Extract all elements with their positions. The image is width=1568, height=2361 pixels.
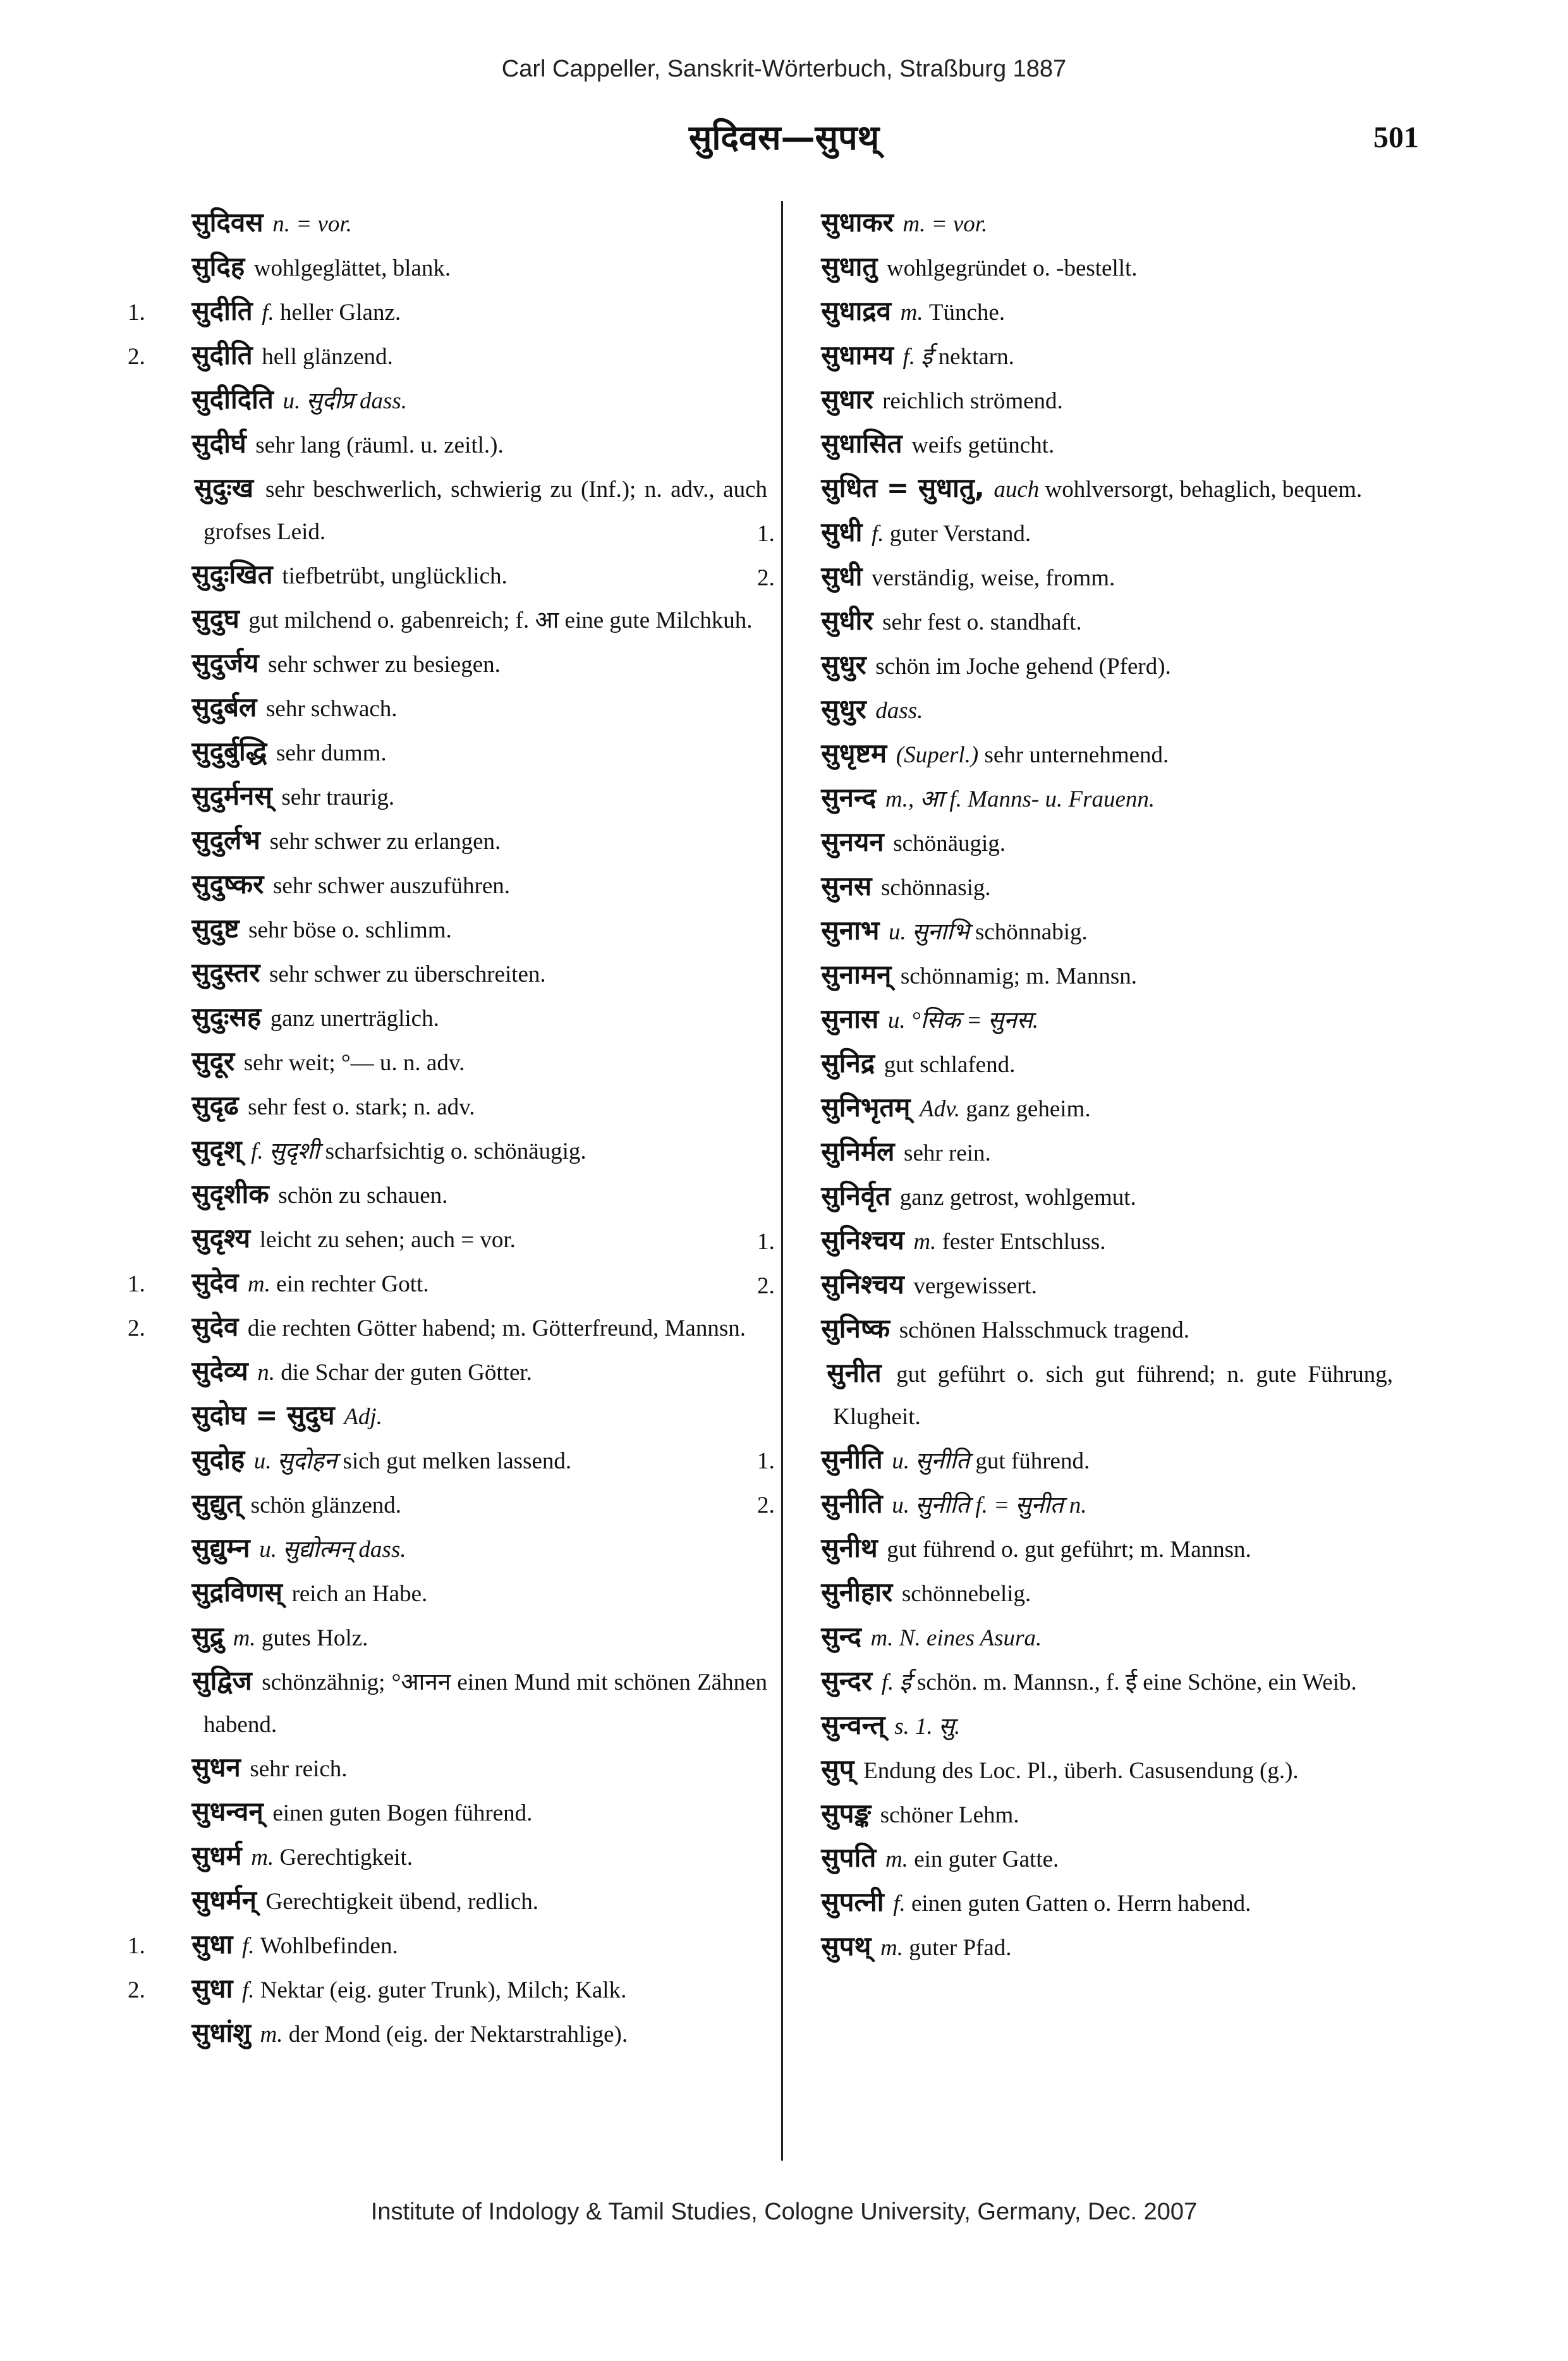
entry-number: 1.: [128, 1933, 145, 1959]
dictionary-entry: [795, 245, 1393, 290]
grammar-note: m., आ f. Manns- u. Frauenn.: [885, 786, 1155, 812]
headword: सुदुर्बल: [191, 692, 267, 723]
headword: सुधासित: [821, 428, 912, 459]
headword: सुधी: [821, 561, 872, 592]
headword: सुधाद्रव: [821, 295, 901, 326]
entry-number: 1.: [128, 1271, 145, 1297]
gloss: reich an Habe.: [291, 1581, 428, 1607]
headword: सुप्: [821, 1754, 864, 1784]
gloss: einen guten Bogen führend.: [272, 1800, 533, 1826]
gloss: ein rechter Gott.: [276, 1271, 429, 1297]
headword: सुनिद्र: [821, 1047, 884, 1078]
dictionary-entry: [166, 1834, 767, 1879]
gloss: schönäugig.: [893, 831, 1006, 857]
gloss: sehr schwer zu überschreiten.: [269, 961, 546, 987]
gloss: sehr reich.: [250, 1756, 348, 1782]
headword: सुन्द: [821, 1621, 871, 1652]
headword: सुदेव: [191, 1267, 248, 1298]
headword: सुनस: [821, 870, 881, 901]
gloss: sehr rein.: [904, 1140, 991, 1166]
dictionary-entry: [795, 1836, 1393, 1881]
headword: सुनयन: [821, 826, 894, 857]
headword: सुधर्मन्: [191, 1884, 266, 1915]
headword: सुद्युत्: [191, 1488, 251, 1519]
gloss: scharfsichtig o. schönäugig.: [325, 1138, 586, 1164]
dictionary-entry: [166, 1350, 767, 1394]
gloss: verständig, weise, fromm.: [871, 565, 1115, 591]
gloss: sehr weit; °— u. n. adv.: [243, 1050, 465, 1076]
left-column: [128, 201, 768, 2176]
headword: सुधीर: [821, 605, 883, 636]
entry-number: 2.: [128, 1315, 145, 1341]
gloss: heller Glanz.: [280, 300, 401, 326]
dictionary-entry: [166, 1746, 767, 1790]
gloss: sehr schwach.: [266, 696, 398, 722]
grammar-note: f. ई: [903, 344, 939, 370]
headword: सुनीथ: [821, 1532, 887, 1563]
dictionary-entry: [166, 378, 767, 422]
page-number: 501: [1373, 121, 1419, 154]
grammar-note: u. सुद्योत्मन् dass.: [259, 1537, 406, 1563]
dictionary-entry: [795, 997, 1393, 1042]
grammar-note: n. = vor.: [272, 211, 352, 237]
headword: सुदुःख: [194, 472, 265, 503]
headword: सुदुःखित: [191, 559, 283, 590]
gloss: ganz unerträglich.: [270, 1006, 439, 1032]
gloss: tiefbetrübt, unglücklich.: [282, 563, 507, 589]
dictionary-entry: [166, 467, 767, 553]
headword: सुदुर्जय: [191, 647, 269, 678]
grammar-note: m.: [251, 1845, 280, 1870]
headword: सुपत्नी: [821, 1886, 894, 1917]
headword: सुधा: [191, 1973, 242, 2004]
grammar-note: n.: [257, 1360, 281, 1386]
gloss: schön glänzend.: [250, 1492, 402, 1518]
gloss: sehr dumm.: [276, 740, 387, 766]
column-divider: [781, 201, 783, 2161]
headword: सुनिभृतम्: [821, 1092, 920, 1123]
dictionary-entry: [128, 1923, 767, 1967]
dictionary-entry: [166, 1527, 767, 1571]
dictionary-entry: [795, 776, 1393, 821]
grammar-note: m.: [260, 2022, 289, 2047]
dictionary-entry: [166, 863, 767, 907]
dictionary-entry: [166, 1394, 767, 1438]
gloss: vergewissert.: [913, 1273, 1037, 1299]
gloss: reichlich strömend.: [882, 388, 1063, 414]
dictionary-entry: [166, 642, 767, 686]
dictionary-entry: [795, 909, 1393, 953]
gloss: gut führend.: [975, 1448, 1090, 1474]
dictionary-entry: [795, 1704, 1393, 1748]
headword: सुनिश्चय: [821, 1269, 914, 1300]
grammar-note: u. सुनीति f. = सुनीत n.: [892, 1492, 1087, 1518]
headword: सुधन: [191, 1752, 250, 1783]
dictionary-entry: [166, 201, 767, 245]
gloss: Tünche.: [928, 300, 1006, 326]
gloss: schön im Joche gehend (Pferd).: [875, 654, 1171, 680]
gloss: gut milchend o. gabenreich; f. आ eine gute Milchkuh.: [248, 607, 753, 633]
headword: सुनीत: [827, 1357, 897, 1388]
dictionary-entry: [795, 1086, 1393, 1130]
gloss: wohlgeglättet, blank.: [253, 255, 451, 281]
gloss: schönnasig.: [880, 875, 991, 901]
dictionary-entry: [795, 378, 1393, 422]
headword: सुदीति: [191, 339, 262, 370]
dictionary-entry: [166, 774, 767, 819]
gloss: schöner Lehm.: [880, 1802, 1019, 1828]
gloss: wohlgegründet o. -bestellt.: [886, 255, 1138, 281]
dictionary-entry: [795, 201, 1393, 245]
headword: सुदुर्लभ: [191, 824, 270, 855]
gloss: gut geführt o. sich gut führend; n. gute Führung, Klugheit.: [833, 1362, 1394, 1430]
gloss: schönzähnig; °आनन einen Mund mit schönen Zähnen habend.: [204, 1669, 767, 1738]
dictionary-entry: [757, 1482, 1393, 1527]
grammar-note: m.: [880, 1935, 909, 1961]
dictionary-entry: [795, 467, 1393, 511]
headword: सुनीहार: [821, 1577, 902, 1608]
gloss: Endung des Loc. Pl., überh. Casusendung (g.).: [863, 1758, 1299, 1784]
gloss: hell glänzend.: [262, 344, 393, 370]
dictionary-entry: [166, 1879, 767, 1923]
headword: सुधन्वन्: [191, 1796, 273, 1827]
grammar-note: (Superl.): [896, 742, 985, 768]
gloss: sehr böse o. schlimm.: [248, 917, 452, 943]
gloss: sehr schwer zu besiegen.: [268, 652, 501, 678]
dictionary-entry: [128, 1305, 767, 1350]
dictionary-entry: [166, 1790, 767, 1834]
headword: सुदृश्य: [191, 1223, 260, 1254]
grammar-note: u. सुनीति: [892, 1448, 976, 1474]
gloss: sehr lang (räuml. u. zeitl.).: [255, 432, 504, 458]
headword: सुद्रविणस्: [191, 1577, 292, 1608]
grammar-note: Adv.: [920, 1096, 966, 1122]
headword: सुदीति: [191, 295, 262, 326]
entry-number: 2.: [128, 1977, 145, 2003]
gloss: sehr fest o. stark; n. adv.: [248, 1094, 475, 1120]
right-column: [757, 201, 1394, 2176]
dictionary-entry: [795, 1351, 1393, 1438]
gloss: wohlversorgt, behaglich, bequem.: [1045, 477, 1363, 503]
headword: सुपति: [821, 1842, 885, 1873]
gloss: sehr traurig.: [281, 784, 395, 810]
dictionary-entry: [166, 1438, 767, 1482]
dictionary-entry: [795, 1615, 1393, 1659]
dictionary-entry: [795, 422, 1393, 467]
grammar-note: f. सुदृशी: [251, 1138, 325, 1164]
headword: सुनिश्चय: [821, 1224, 914, 1255]
headword: सुदोघ = सुदुघ: [191, 1400, 344, 1431]
gloss: schönnebelig.: [901, 1581, 1031, 1607]
dictionary-entry: [795, 1881, 1393, 1925]
grammar-note: f. ई: [881, 1669, 917, 1695]
headword: सुदुघ: [191, 603, 249, 634]
headword: सुदृश्: [191, 1134, 252, 1165]
headword: सुदुस्तर: [191, 957, 270, 988]
gloss: ganz geheim.: [966, 1096, 1091, 1122]
dictionary-entry: [166, 1571, 767, 1615]
headword: सुदीर्घ: [191, 428, 256, 459]
dictionary-entry: [166, 1084, 767, 1128]
grammar-note: f.: [893, 1891, 911, 1917]
dictionary-entry: [795, 1174, 1393, 1219]
dictionary-entry: [166, 996, 767, 1040]
dictionary-entry: [128, 1967, 767, 2011]
grammar-note: m.: [885, 1846, 915, 1872]
dictionary-entry: [757, 555, 1393, 599]
grammar-note: m.: [900, 300, 929, 326]
dictionary-entry: [166, 1173, 767, 1217]
dictionary-entry: [166, 730, 767, 774]
gloss: ein guter Gatte.: [914, 1846, 1059, 1872]
grammar-note: u. सुदीप्र dass.: [283, 388, 408, 414]
grammar-note: f.: [241, 1977, 260, 2003]
grammar-note: f.: [262, 300, 281, 326]
grammar-note: m.: [913, 1229, 942, 1255]
dictionary-entry: [166, 1040, 767, 1084]
dictionary-entry: [166, 1217, 767, 1261]
headword: सुदुःसह: [191, 1001, 270, 1032]
gloss: sehr schwer zu erlangen.: [269, 829, 501, 855]
headword: सुधर्म: [191, 1840, 252, 1871]
grammar-note: f.: [871, 521, 890, 547]
headword: सुदृढ: [191, 1090, 248, 1121]
dictionary-entry: [795, 334, 1393, 378]
headword: सुदुर्मनस्: [191, 780, 282, 811]
headword: सुधुर: [821, 649, 876, 680]
dictionary-entry: [166, 951, 767, 996]
headword: सुनन्द: [821, 782, 885, 813]
headword: सुनिष्क: [821, 1313, 899, 1344]
dictionary-entry: [795, 1659, 1393, 1704]
headword: सुधी: [821, 516, 872, 547]
dictionary-entry: [757, 1263, 1393, 1307]
headword: सुधामय: [821, 339, 903, 370]
headword: सुपङ्क: [821, 1798, 880, 1829]
dictionary-entry: [795, 1130, 1393, 1174]
headword: सुदृशीक: [191, 1178, 279, 1209]
headword: सुन्दर: [821, 1665, 882, 1696]
dictionary-entry: [795, 1042, 1393, 1086]
headword: सुनिर्मल: [821, 1136, 904, 1167]
dictionary-entry: [795, 599, 1393, 644]
grammar-note: u. सुदोहन: [253, 1448, 343, 1474]
footer: Institute of Indology & Tamil Studies, Cologne University, Germany, Dec. 2007: [370, 2199, 1198, 2225]
dictionary-entry: [128, 290, 767, 334]
headword: सुद्विज: [192, 1665, 262, 1696]
grammar-note: dass.: [875, 698, 923, 724]
gloss: guter Pfad.: [909, 1935, 1012, 1961]
headword: सुनास: [821, 1003, 888, 1034]
dictionary-entry: [166, 907, 767, 951]
dictionary-entry: [795, 644, 1393, 688]
gloss: Gerechtigkeit übend, redlich.: [265, 1889, 539, 1915]
gloss: schön. m. Mannsn., f. ई eine Schöne, ein Weib.: [916, 1669, 1357, 1695]
headword: सुधुर: [821, 693, 876, 724]
headword: सुनीति: [821, 1444, 892, 1475]
dictionary-entry: [795, 732, 1393, 776]
dictionary-entry: [795, 953, 1393, 997]
dictionary-entry: [166, 597, 767, 642]
grammar-note: auch: [994, 477, 1045, 503]
dictionary-entry: [166, 1128, 767, 1173]
gloss: sehr schwer auszuführen.: [273, 873, 510, 899]
gloss: Gerechtigkeit.: [279, 1845, 413, 1870]
headword: सुदूर: [191, 1046, 244, 1077]
gloss: sich gut melken lassend.: [343, 1448, 572, 1474]
dictionary-entry: [795, 1571, 1393, 1615]
running-head: सुदिवस—सुपथ्: [688, 118, 880, 157]
gloss: fester Entschluss.: [942, 1229, 1106, 1255]
headword: सुनीति: [821, 1488, 892, 1519]
headword: सुन्वन्त्: [821, 1709, 895, 1740]
grammar-note: m. N. eines Asura.: [870, 1625, 1042, 1651]
gloss: sehr fest o. standhaft.: [882, 609, 1082, 635]
grammar-note: u. °सिक = सुनस.: [887, 1008, 1038, 1034]
entry-number: 2.: [128, 344, 145, 370]
dictionary-entry: [757, 1438, 1393, 1482]
headword: सुद्युम्न: [191, 1532, 260, 1563]
gloss: die rechten Götter habend; m. Götterfreund, Mannsn.: [247, 1315, 746, 1341]
dictionary-entry: [795, 865, 1393, 909]
entry-number: 1.: [757, 1229, 775, 1255]
gloss: weifs getüncht.: [911, 432, 1055, 458]
gloss: leicht zu sehen; auch = vor.: [259, 1227, 516, 1253]
dictionary-entry: [795, 688, 1393, 732]
gloss: schönen Halsschmuck tragend.: [899, 1317, 1189, 1343]
gloss: sehr unternehmend.: [984, 742, 1169, 768]
dictionary-entry: [166, 2011, 767, 2056]
grammar-note: u. सुनाभि: [888, 919, 975, 945]
headword: सुद्रु: [191, 1621, 233, 1652]
gloss: Wohlbefinden.: [260, 1933, 398, 1959]
dictionary-entry: [166, 819, 767, 863]
entry-number: 1.: [757, 521, 775, 547]
entry-number: 1.: [128, 300, 145, 326]
grammar-note: Adj.: [344, 1404, 382, 1430]
headword: सुधृष्टम: [821, 738, 896, 769]
dictionary-entry: [128, 1261, 767, 1305]
headword: सुनामन्: [821, 959, 901, 990]
dictionary-entry: [795, 821, 1393, 865]
gloss: gut schlafend.: [884, 1052, 1016, 1078]
dictionary-entry: [128, 334, 767, 378]
gloss: nektarn.: [938, 344, 1014, 370]
headword: सुदेव्य: [191, 1355, 258, 1386]
headword: सुधातु: [821, 251, 887, 282]
dictionary-entry: [795, 290, 1393, 334]
dictionary-entry: [166, 686, 767, 730]
headword: सुदोह: [191, 1444, 254, 1475]
dictionary-entry: [166, 1482, 767, 1527]
grammar-note: m.: [247, 1271, 277, 1297]
gloss: ganz getrost, wohlgemut.: [899, 1185, 1136, 1211]
gloss: schönnabig.: [975, 919, 1088, 945]
headword: सुदीदिति: [191, 384, 283, 415]
gloss: guter Verstand.: [889, 521, 1031, 547]
headword: सुनाभ: [821, 915, 889, 946]
headword: सुदेव: [191, 1311, 248, 1342]
grammar-note: m.: [233, 1625, 262, 1651]
gloss: der Mond (eig. der Nektarstrahlige).: [288, 2022, 628, 2047]
entry-number: 2.: [757, 1492, 775, 1518]
entry-number: 2.: [757, 1273, 775, 1299]
gloss: einen guten Gatten o. Herrn habend.: [911, 1891, 1251, 1917]
headword: सुधित = सुधातु,: [821, 472, 994, 503]
dictionary-entry: [166, 1615, 767, 1659]
gloss: gut führend o. gut geführt; m. Mannsn.: [887, 1537, 1251, 1563]
gloss: schön zu schauen.: [278, 1183, 448, 1209]
grammar-note: f.: [241, 1933, 260, 1959]
dictionary-entry: [166, 245, 767, 290]
dictionary-entry: [757, 1219, 1393, 1263]
headword: सुदुर्बुद्धि: [191, 736, 276, 767]
headword: सुदिवस: [191, 207, 273, 238]
headword: सुधाकर: [821, 207, 903, 238]
dictionary-entry: [795, 1748, 1393, 1792]
headword: सुपथ्: [821, 1931, 880, 1961]
dictionary-entry: [795, 1792, 1393, 1836]
grammar-note: s. 1. सु.: [894, 1714, 961, 1740]
headword: सुदुष्ट: [191, 913, 249, 944]
dictionary-entry: [166, 553, 767, 597]
dictionary-entry: [757, 511, 1393, 555]
dictionary-entry: [795, 1307, 1393, 1351]
dictionary-entry: [795, 1527, 1393, 1571]
headword: सुदुष्कर: [191, 869, 273, 900]
entry-number: 2.: [757, 565, 775, 591]
grammar-note: m. = vor.: [903, 211, 988, 237]
gloss: die Schar der guten Götter.: [281, 1360, 532, 1386]
gloss: sehr beschwerlich, schwierig zu (Inf.); n. adv., auch grofses Leid.: [204, 477, 768, 545]
headword: सुधा: [191, 1929, 242, 1960]
headword: सुनिर्वृत: [821, 1180, 900, 1211]
dictionary-entry: [166, 1659, 767, 1746]
entry-number: 1.: [757, 1448, 775, 1474]
gloss: Nektar (eig. guter Trunk), Milch; Kalk.: [260, 1977, 627, 2003]
headword: सुधांशु: [191, 2017, 260, 2048]
source-header: Carl Cappeller, Sanskrit-Wörterbuch, Straßburg 1887: [501, 56, 1067, 82]
dictionary-entry: [795, 1925, 1393, 1969]
headword: सुधार: [821, 384, 883, 415]
headword: सुदिह: [191, 251, 254, 282]
dictionary-entry: [166, 422, 767, 467]
gloss: gutes Holz.: [261, 1625, 368, 1651]
gloss: schönnamig; m. Mannsn.: [900, 963, 1137, 989]
